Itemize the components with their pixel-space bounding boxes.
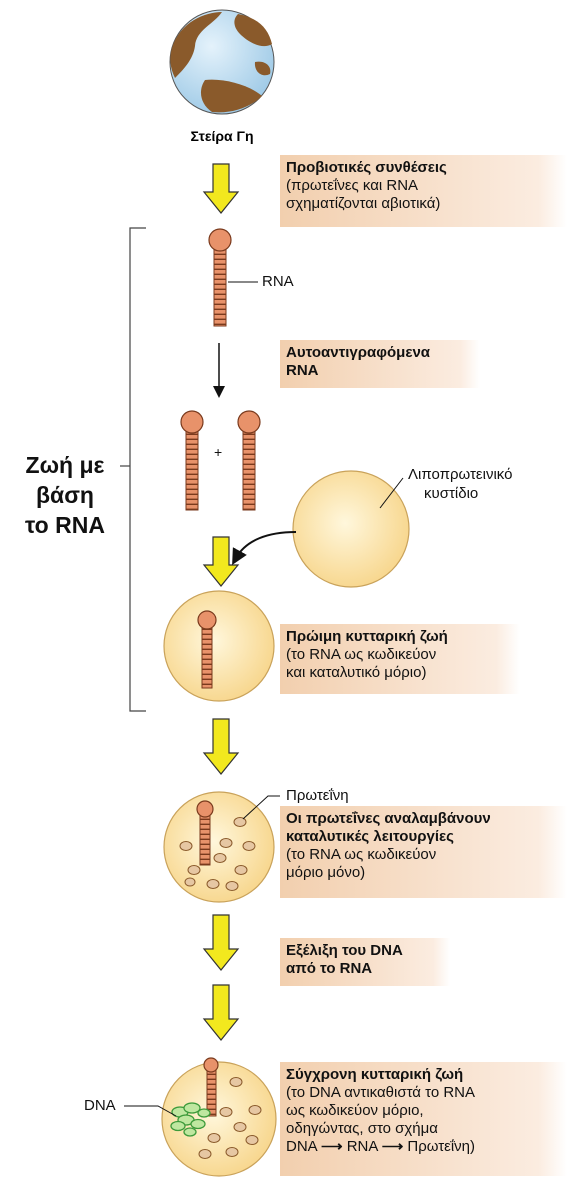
rna-world-bracket <box>130 228 146 711</box>
protein-blob <box>226 1148 238 1157</box>
step6-line-1: (το DNA αντικαθιστά το RNA <box>286 1084 476 1101</box>
yellow-arrow-3 <box>204 719 238 774</box>
step3-title: Πρώιμη κυτταρική ζωή <box>286 628 448 645</box>
earth-label: Στείρα Γη <box>190 128 254 144</box>
protein-blob <box>226 882 238 891</box>
protein-blob <box>230 1078 242 1087</box>
protein-blob <box>185 878 195 886</box>
step2-title-line-2: RNA <box>286 362 319 379</box>
step-prebiotic-synthesis <box>280 155 567 227</box>
step-dna-evolution <box>280 938 450 986</box>
protein-blob <box>243 842 255 851</box>
yellow-arrow-2 <box>204 537 238 586</box>
side-label-line-1: Ζωή με <box>25 452 105 478</box>
plus-sign: + <box>214 444 223 460</box>
step-early-cellular-life <box>280 624 520 694</box>
rna-hairpin-copy-left <box>181 411 203 510</box>
side-label-line-2: βάση <box>36 482 94 508</box>
step4-line-1: (το RNA ως κωδικεύον <box>286 846 437 863</box>
vesicle-label-line-2: κυστίδιο <box>424 485 479 502</box>
protein-label: Πρωτεΐνη <box>286 787 349 804</box>
flow-arrow-icon: ⟶ <box>321 1138 347 1155</box>
modern-cell <box>162 1058 276 1176</box>
protein-blob <box>249 1106 261 1115</box>
early-cell <box>164 591 274 701</box>
step3-line-1: (το RNA ως κωδικεύον <box>286 646 437 663</box>
protein-blob <box>246 1136 258 1145</box>
flow-protein: Πρωτεΐνη) <box>407 1138 476 1155</box>
step1-line-1: (πρωτεΐνες και RNA <box>286 177 419 194</box>
vesicle-label-line-1: Λιποπρωτεινικό <box>408 466 513 483</box>
step6-title: Σύγχρονη κυτταρική ζωή <box>286 1066 464 1083</box>
step6-line-2: ως κωδικεύον μόριο, <box>286 1102 424 1119</box>
vesicle-label <box>408 465 512 503</box>
protein-blob <box>214 854 226 863</box>
step6-flow <box>286 1138 561 1156</box>
yellow-arrow-4 <box>204 915 238 970</box>
protein-blob <box>234 1123 246 1132</box>
step2-title-line-1: Αυτοαντιγραφόμενα <box>286 344 431 361</box>
step4-title-line-1: Οι πρωτεΐνες αναλαμβάνουν <box>286 810 491 827</box>
step1-line-2: σχηματίζονται αβιοτικά) <box>286 195 441 212</box>
earth-globe <box>170 10 274 114</box>
step6-line-3: οδηγώντας, στο σχήμα <box>286 1120 438 1137</box>
rna-world-label <box>10 450 120 540</box>
step4-title-line-2: καταλυτικές λειτουργίες <box>286 828 454 845</box>
step-proteins-take-over <box>280 806 567 898</box>
protein-blob <box>234 818 246 827</box>
step4-line-2: μόριο μόνο) <box>286 864 366 881</box>
protein-blob <box>188 866 200 875</box>
step3-line-2: και καταλυτικό μόριο) <box>286 664 427 681</box>
protein-blob <box>180 842 192 851</box>
flow-dna: DNA <box>286 1138 317 1155</box>
dna-label: DNA <box>84 1097 116 1114</box>
lipoprotein-vesicle <box>293 471 409 587</box>
step-self-replicating-rna <box>280 340 480 388</box>
yellow-arrow-5 <box>204 985 238 1040</box>
rna-label: RNA <box>262 273 294 290</box>
flow-arrow-icon: ⟶ <box>381 1138 408 1155</box>
step5-title-line-2: από το RNA <box>286 960 373 977</box>
yellow-arrow-1 <box>204 164 238 213</box>
step-modern-cellular-life <box>280 1062 567 1176</box>
protein-blob <box>220 1108 232 1117</box>
rna-hairpin <box>209 229 231 326</box>
flow-rna: RNA <box>346 1138 378 1155</box>
step1-title: Προβιοτικές συνθέσεις <box>286 159 447 176</box>
protein-blob <box>208 1134 220 1143</box>
rna-hairpin-copy-right <box>238 411 260 510</box>
protein-blob <box>220 839 232 848</box>
protein-blob <box>199 1150 211 1159</box>
protein-blob <box>235 866 247 875</box>
side-label-line-3: το RNA <box>25 512 105 538</box>
step5-title-line-1: Εξέλιξη του DNA <box>286 942 403 959</box>
vesicle-merge-arrow <box>236 532 296 558</box>
protein-blob <box>207 880 219 889</box>
protein-cell <box>164 792 274 902</box>
